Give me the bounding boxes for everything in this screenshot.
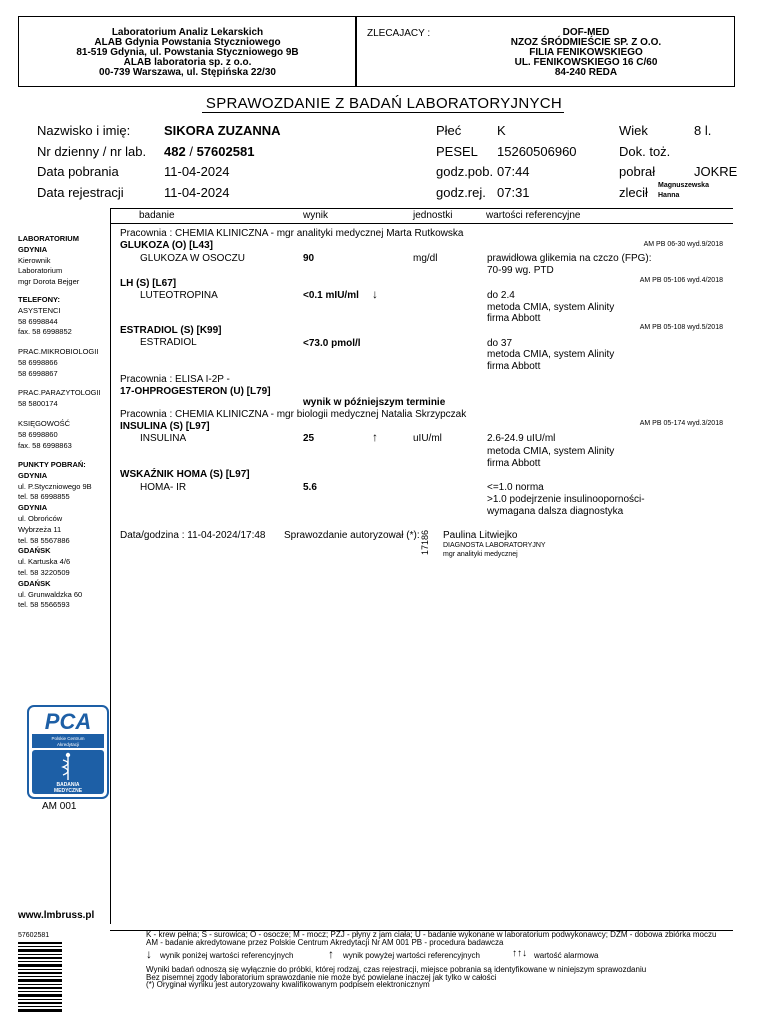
barcode-icon [18, 942, 62, 1012]
plec-label: Płeć [436, 123, 462, 138]
sidebar-phones-title: TELEFONY: [18, 295, 60, 304]
sidebar-kier-1: Kierownik [18, 255, 51, 265]
insulin-ref-1: 2.6-24.9 uIU/ml [487, 433, 556, 444]
insulin-high-flag-icon: ↑ [372, 430, 378, 444]
signature-datetime: Data/godzina : 11-04-2024/17:48 [120, 530, 266, 541]
workshop-3: Pracownia : CHEMIA KLINICZNA - mgr biologii medycznej Natalia Skrzypczak [120, 409, 467, 420]
col-test: badanie [139, 210, 175, 221]
godzrej-label: godz.rej. [436, 185, 486, 200]
pobrania-label: Data pobrania [37, 164, 119, 179]
sidebar-phones-block [18, 295, 72, 338]
wiek-label: Wiek [619, 123, 648, 138]
sidebar-p1-tel: tel. 58 6998855 [18, 492, 70, 502]
homa-name: HOMA- IR [140, 482, 187, 493]
lab-branch: ALAB Gdynia Powstania Styczniowego [94, 37, 281, 48]
below-arrow-icon: ↓ [146, 947, 152, 961]
lab-company: ALAB laboratoria sp. z o.o. [123, 57, 252, 68]
col-unit: jednostki [413, 210, 453, 221]
estradiol-ref-1: do 37 [487, 338, 513, 349]
sidebar-p4-tel: tel. 58 5566593 [18, 600, 70, 610]
lab-name: Laboratorium Analiz Lekarskich [111, 27, 264, 38]
sidebar-points-block [18, 460, 92, 611]
glucose-unit: mg/dl [413, 253, 438, 264]
insulin-name: INSULINA [140, 433, 187, 444]
dok-label: Dok. toż. [619, 144, 671, 159]
name-label: Nazwisko i imię: [37, 123, 131, 138]
insulin-unit: uIU/ml [413, 433, 442, 444]
glucose-ref-2: 70-99 wg. PTD [487, 265, 554, 276]
zlecil-label: zlecił [619, 185, 648, 200]
pca-sub-2: Akredytacji [56, 742, 80, 747]
pobral-value: JOKRE [694, 164, 738, 179]
above-legend: wynik powyżej wartości referencyjnych [343, 951, 480, 960]
sidebar-lab-title: LABORATORIUM [18, 234, 79, 243]
sidebar-ksieg-fax: fax. 58 6998863 [18, 440, 72, 450]
workshop-1: Pracownia : CHEMIA KLINICZNA - mgr analityki medycznej Marta Rutkowska [120, 228, 464, 239]
estradiol-ref-2: metoda CMIA, system Alinity [487, 349, 615, 360]
title-underline [202, 112, 564, 113]
footer-note-1: Wyniki badań odnoszą się wyłącznie do próbki, której rodzaj, czas rejestracji, miejsce pobrania są identyfikowane w niniejszym sprawozdaniu [146, 965, 647, 974]
rejestracji-value: 11-04-2024 [164, 185, 230, 200]
pobrania-value: 11-04-2024 [164, 164, 230, 179]
workshop-2: Pracownia : ELISA I-2P - [120, 374, 230, 385]
sidebar-p1-city: GDYNIA [18, 470, 48, 480]
sidebar-ksieg: KSIĘGOWOŚĆ [18, 419, 71, 428]
sidebar-mikro: PRAC.MIKROBIOLOGII [18, 347, 99, 356]
homa-ref-2: >1.0 podejrzenie insulinooporności- [487, 494, 645, 505]
pca-bottom-2: MEDYCZNE [53, 788, 83, 794]
sidebar-p2-addr-2: Wybrzeża 11 [18, 524, 62, 534]
lab-address: 81-519 Gdynia, ul. Powstania Styczniowego 9B [76, 47, 299, 58]
pca-accreditation-logo [27, 705, 109, 799]
godzrej-value: 07:31 [497, 185, 530, 200]
sidebar-ksieg-block [18, 419, 72, 451]
zlecajacy-name: DOF-MED [562, 27, 610, 38]
zlecajacy-line-4: UL. FENIKOWSKIEGO 16 C/60 [514, 57, 658, 68]
godzpob-value: 07:44 [497, 164, 530, 179]
pesel-value: 15260506960 [497, 144, 577, 159]
zlecil-surname: Magnuszewska [658, 182, 709, 189]
glucose-value: 90 [303, 253, 315, 264]
sidebar-p4-addr: ul. Grunwaldzka 60 [18, 589, 83, 599]
sidebar-lab-city: GDYNIA [18, 244, 48, 254]
estradiol-name: ESTRADIOL [140, 337, 197, 348]
footer-legend-1: K - krew pełna; S - surowica; O - osocze; M - mocz; PZJ - płyny z jam ciała; U - badanie wykonane w laboratorium podwykonawcy; DZM - dobowa zbiórka moczu [146, 930, 717, 939]
pca-sub-1: Polskie Centrum [51, 736, 85, 741]
footer-note-2: Bez pisemnej zgody laboratorium sprawozdanie nie może być powielane inaczej jak tylko w całości [146, 973, 497, 982]
lh-low-flag-icon: ↓ [372, 287, 378, 301]
insulin-value: 25 [303, 433, 315, 444]
glucose-name: GLUKOZA W OSOCZU [140, 253, 246, 264]
sidebar-asyst: ASYSTENCI [18, 305, 61, 315]
glucose-ref-1: prawidłowa glikemia na czczo (FPG): [487, 253, 652, 264]
plec-value: K [497, 123, 506, 138]
signature-role: DIAGNOSTA LABORATORYJNY [443, 542, 546, 549]
rejestracji-label: Data rejestracji [37, 185, 124, 200]
glucose-header: GLUKOZA (O) [L43] [120, 240, 213, 251]
signature-label: Sprawozdanie autoryzował (*): [284, 530, 420, 541]
ohp-note: wynik w późniejszym terminie [303, 397, 446, 408]
sidebar-lab-block [18, 234, 79, 288]
barcode-number: 57602581 [18, 932, 50, 939]
homa-ref-3: wymagana dalsza diagnostyka [487, 506, 624, 517]
zlecil-firstname: Hanna [658, 192, 680, 199]
insulin-ref-3: firma Abbott [487, 458, 541, 469]
nr-label: Nr dzienny / nr lab. [37, 144, 147, 159]
homa-value: 5.6 [303, 482, 317, 493]
zlecajacy-line-2: NZOZ ŚRÓDMIEŚCIE SP. Z O.O. [510, 37, 662, 48]
sidebar-asyst-tel: 58 6998844 [18, 316, 58, 326]
nr-separator: / [189, 144, 193, 159]
below-legend: wynik poniżej wartości referencyjnych [160, 951, 294, 960]
wiek-value: 8 l. [694, 123, 712, 138]
sidebar-mikro-block [18, 347, 98, 379]
insulin-accreditation: AM PB 05-174 wyd.3/2018 [639, 420, 723, 427]
above-arrow-icon: ↑ [328, 947, 334, 961]
alarm-arrows-icon: ↑↑↓ [512, 948, 527, 959]
lh-accreditation: AM PB 05-106 wyd.4/2018 [639, 277, 723, 284]
zlecajacy-line-3: FILIA FENIKOWSKIEGO [529, 47, 643, 58]
sidebar-points-title: PUNKTY POBRAŃ: [18, 460, 86, 469]
signature-stamp-number: 17186 [420, 529, 430, 555]
sidebar-para-block [18, 388, 101, 410]
lh-name: LUTEOTROPINA [140, 290, 218, 301]
sidebar-kier-2: Laboratorium [18, 266, 63, 276]
sidebar-mikro-tel-1: 58 6998866 [18, 357, 58, 367]
website-link[interactable]: www.lmbruss.pl [18, 910, 95, 921]
sidebar-p3-tel: tel. 58 3220509 [18, 567, 70, 577]
footer-note-3: (*) Oryginał wyniku jest autoryzowany kwalifikowanym podpisem elektronicznym [146, 980, 430, 989]
nr-lab: 57602581 [196, 144, 255, 159]
sidebar-p2-city: GDYNIA [18, 503, 48, 513]
homa-ref-1: <=1.0 norma [487, 482, 544, 493]
lh-header: LH (S) [L67] [120, 278, 177, 289]
sidebar-asyst-fax: fax. 58 6998852 [18, 327, 72, 337]
estradiol-accreditation: AM PB 05-108 wyd.5/2018 [639, 324, 723, 331]
sidebar-para-tel: 58 5800174 [18, 398, 58, 408]
sidebar-p1-addr: ul. P.Styczniowego 9B [18, 481, 92, 491]
sidebar-kier-3: mgr Dorota Bejger [18, 277, 80, 287]
sidebar-para: PRAC.PARAZYTOLOGII [18, 388, 101, 397]
homa-header: WSKAŹNIK HOMA (S) [L97] [120, 469, 250, 480]
sidebar-p3-addr: ul. Kartuska 4/6 [18, 557, 71, 567]
zlecajacy-line-5: 84-240 REDA [554, 67, 618, 78]
lh-value: <0.1 mIU/ml [303, 290, 359, 301]
sidebar-p3-city: GDAŃSK [18, 546, 51, 556]
insulin-ref-2: metoda CMIA, system Alinity [487, 446, 615, 457]
pobral-label: pobrał [619, 164, 656, 179]
estradiol-ref-3: firma Abbott [487, 361, 541, 372]
patient-name: SIKORA ZUZANNA [164, 123, 281, 138]
ohp-header: 17-OHPROGESTERON (U) [L79] [120, 386, 271, 397]
sidebar-p4-city: GDAŃSK [18, 578, 51, 588]
sidebar [18, 208, 111, 924]
nr-day: 482 [164, 144, 186, 159]
pca-logo-text: PCA [44, 709, 92, 734]
estradiol-value: <73.0 pmol/l [303, 338, 361, 349]
lab-header-box [18, 16, 357, 87]
insulin-header: INSULINA (S) [L97] [120, 421, 210, 432]
footer-legend-2: AM - badanie akredytowane przez Polskie Centrum Akredytacji Nr AM 001 PB - procedura badawcza [146, 938, 504, 947]
ordering-party-box [355, 16, 735, 87]
lab-company-address: 00-739 Warszawa, ul. Stępińska 22/30 [99, 67, 276, 78]
pesel-label: PESEL [436, 144, 478, 159]
lh-ref-3: firma Abbott [487, 313, 541, 324]
report-title: SPRAWOZDANIE Z BADAŃ LABORATORYJNYCH [205, 95, 563, 112]
pca-bottom-1: BADANIA [56, 782, 80, 788]
signature-degree: mgr analityki medycznej [443, 551, 518, 558]
lh-ref-2: metoda CMIA, system Alinity [487, 302, 615, 313]
glucose-accreditation: AM PB 06-30 wyd.9/2018 [643, 241, 723, 248]
sidebar-p2-tel: tel. 58 5567886 [18, 535, 70, 545]
sidebar-ksieg-tel: 58 6998860 [18, 429, 58, 439]
signature-name: Paulina Litwiejko [443, 530, 518, 541]
col-result: wynik [303, 210, 329, 221]
results-column-header [110, 208, 733, 224]
lh-ref-1: do 2.4 [487, 290, 515, 301]
sidebar-mikro-tel-2: 58 6998867 [18, 368, 58, 378]
godzpob-label: godz.pob. [436, 164, 494, 179]
nr-value [164, 144, 254, 159]
alarm-legend: wartość alarmowa [534, 951, 599, 960]
zlecajacy-label: ZLECAJACY : [367, 28, 431, 39]
am-code: AM 001 [42, 801, 77, 812]
col-ref: wartości referencyjne [486, 210, 581, 221]
sidebar-p2-addr-1: ul. Obrońców [18, 513, 63, 523]
estradiol-header: ESTRADIOL (S) [K99] [120, 325, 222, 336]
